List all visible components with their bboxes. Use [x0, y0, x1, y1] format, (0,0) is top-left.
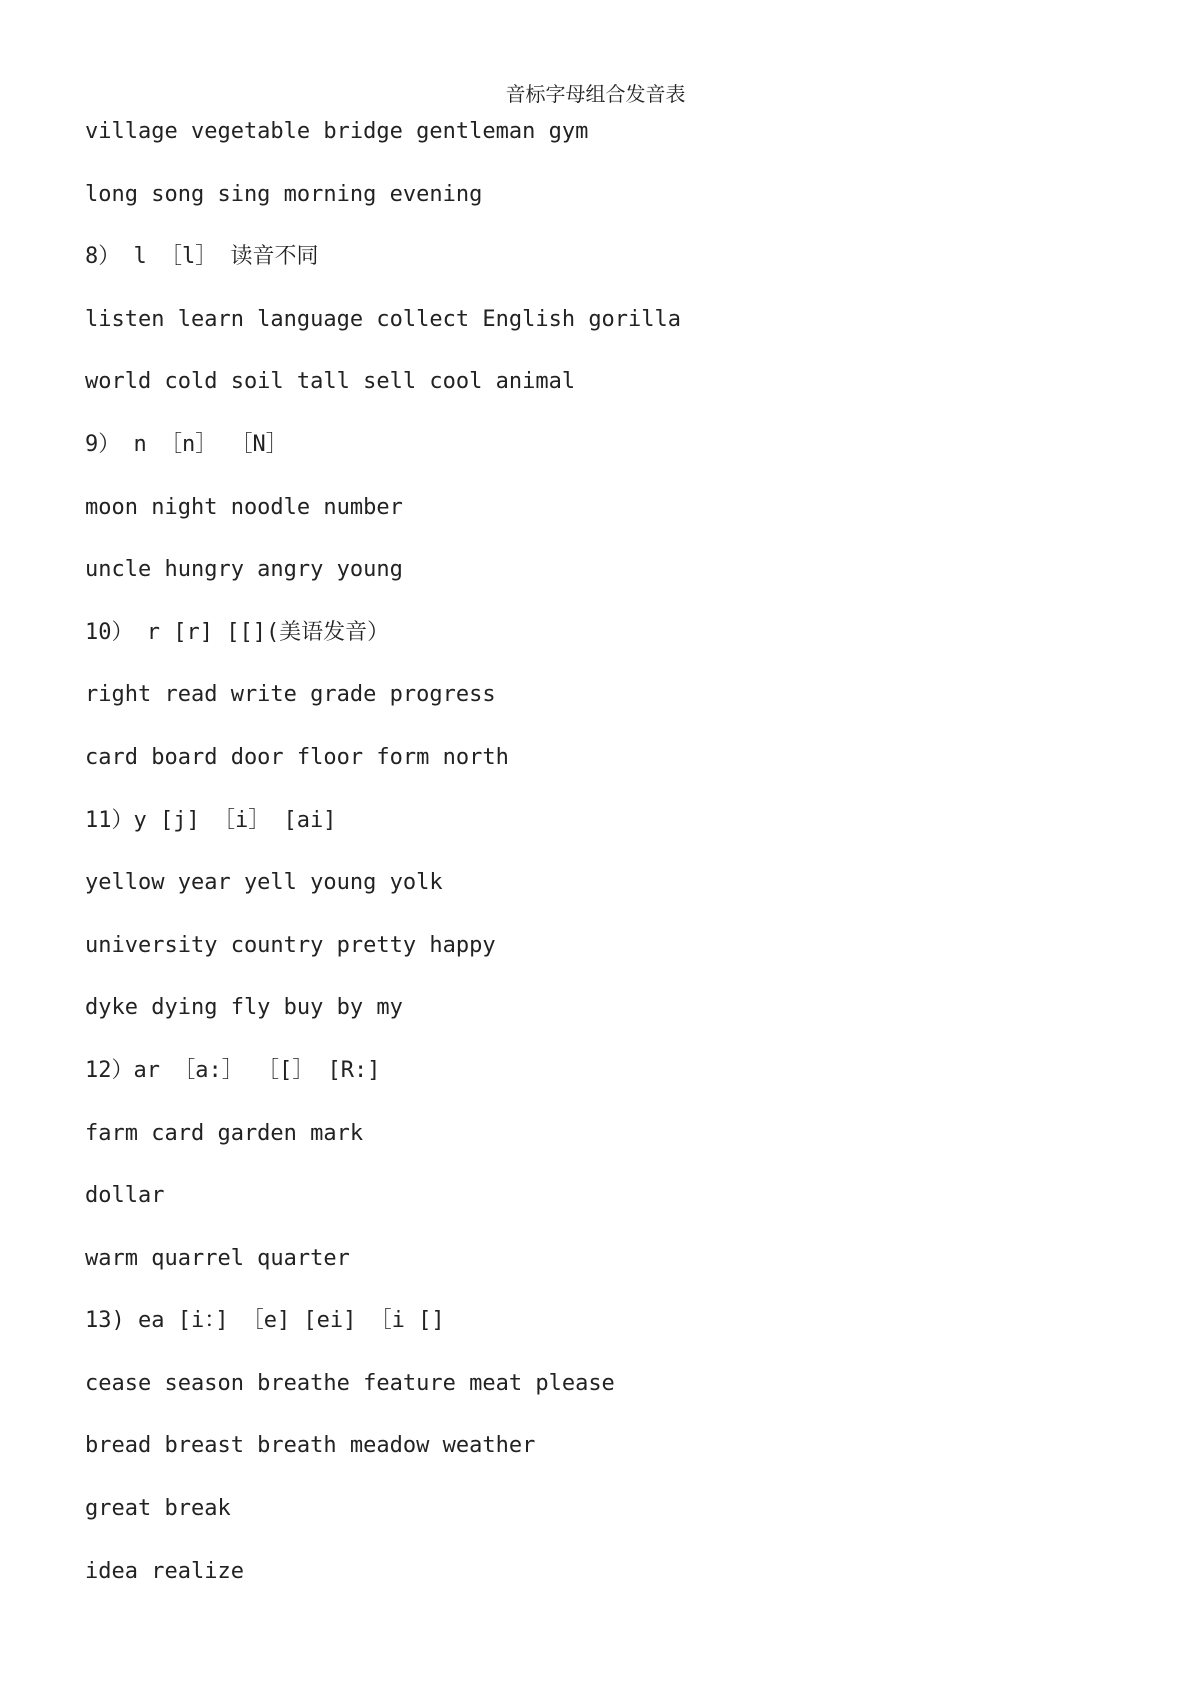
- text-line: moon night noodle number: [85, 494, 403, 520]
- section-heading: 11）y [j] ［i］ [ai]: [85, 807, 337, 833]
- text-line: great break: [85, 1496, 231, 1522]
- text-line: dollar: [85, 1183, 165, 1209]
- text-line: warm quarrel quarter: [85, 1245, 350, 1271]
- page-title: 音标字母组合发音表: [505, 82, 686, 106]
- text-line: idea realize: [85, 1558, 244, 1584]
- text-line: village vegetable bridge gentleman gym: [85, 119, 589, 144]
- text-body: [85, 118, 1135, 1620]
- text-line: uncle hungry angry young: [85, 557, 403, 583]
- section-heading: 10） r [r] [[](美语发音）: [85, 619, 390, 645]
- text-line: dyke dying fly buy by my: [85, 995, 403, 1021]
- text-line: long song sing morning evening: [85, 181, 483, 207]
- text-line: university country pretty happy: [85, 932, 496, 958]
- text-line: yellow year yell young yolk: [85, 870, 443, 896]
- section-heading: 12）ar ［a:］ ［[］ [R:]: [85, 1057, 381, 1083]
- text-line: bread breast breath meadow weather: [85, 1433, 536, 1459]
- text-line: world cold soil tall sell cool animal: [85, 369, 576, 395]
- text-line: listen learn language collect English gorilla: [85, 306, 682, 332]
- text-line: cease season breathe feature meat please: [85, 1370, 615, 1396]
- text-line: card board door floor form north: [85, 744, 509, 770]
- text-line: right read write grade progress: [85, 682, 496, 708]
- section-heading: 9） n ［n］ ［N］: [85, 431, 288, 457]
- text-line: farm card garden mark: [85, 1120, 364, 1146]
- section-heading: 8） l ［l］ 读音不同: [85, 244, 319, 270]
- section-heading: 13) ea [i：] ［e] [ei] ［i []: [85, 1308, 445, 1334]
